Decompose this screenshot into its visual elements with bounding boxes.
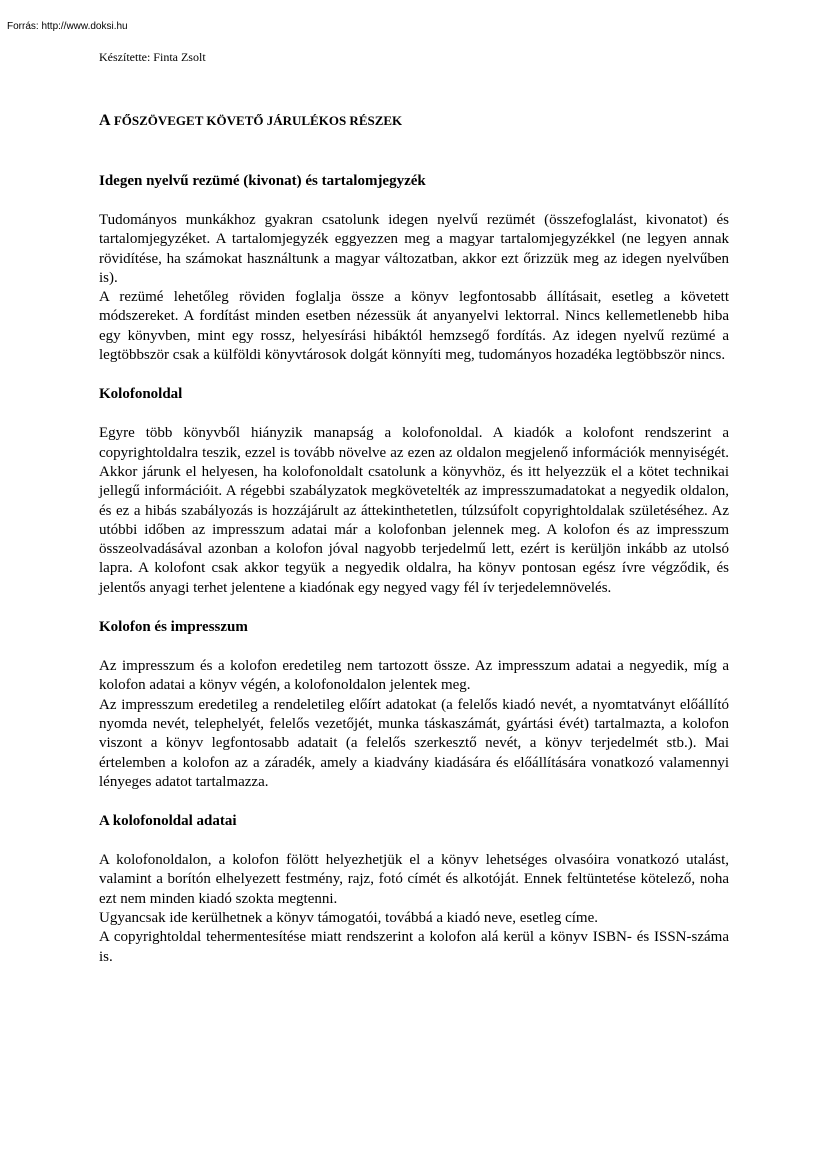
source-note: Forrás: http://www.doksi.hu [7, 21, 128, 32]
section-heading-kolofonoldal-adatai: A kolofonoldal adatai [99, 813, 237, 830]
paragraph: Az impresszum és a kolofon eredetileg nem tartozott össze. Az impresszum adatai a negyedik, míg a kolofon adatai a könyv végén, a kolofonoldalon jelentek meg. [99, 658, 729, 694]
section-heading-kolofonoldal: Kolofonoldal [99, 386, 183, 403]
page-title-initial: A [99, 112, 111, 129]
section-body-kolofonoldal-adatai [99, 851, 729, 967]
paragraph: Ugyancsak ide kerülhetnek a könyv támogatói, továbbá a kiadó neve, esetleg címe. [99, 910, 598, 927]
section-body-kolofonoldal [99, 424, 729, 598]
document-page [99, 49, 729, 967]
paragraph: A rezümé lehetőleg röviden foglalja össze a könyv legfontosabb állításait, esetleg a követett módszereket. A fordítást minden esetben nézessük át anyanyelvi lektorral. Nincs kellemetlenebb hiba egy könyvben, mint egy rossz, helyesírási hibáktól hemzsegő fordítás. Az idegen nyelvű rezümé a legtöbbször csak a külföldi könyvtárosok dolgát könnyíti meg, tudományos hozadéka legtöbbször nincs. [99, 289, 729, 364]
paragraph: Egyre több könyvből hiányzik manapság a kolofonoldal. A kiadók a kolofont rendszerint a copyrightoldalra teszik, ezzel is tovább növelve az ezen az oldalon megjelenő információk mennyiségét. Akkor járunk el helyesen, ha kolofonoldalt csatolunk a könyvhöz, és itt helyezzük el a kötet technikai jellegű információit. A régebbi szabályzatok megkövetelték az impresszumadatokat a negyedik oldalon, és ez a hibás szabályozás is hozzájárult az áttekinthetetlen, túlzsúfolt copyrightoldalak születéséhez. Az utóbbi időben az impresszum adatai már a kolofonban jelennek meg. A kolofon és az impresszum összeolvadásával azonban a kolofon jóval nagyobb terjedelmű lett, ezért is kerüljön inkább az utolsó lapra. A kolofont csak akkor tegyük a negyedik oldalra, ha könyv pontosan egész ívre végződik, és jelentős anyagi terhet jelentene a kiadónak egy negyed vagy fél ív terjedelemnövelés. [99, 425, 729, 596]
author-line: Készítette: Finta Zsolt [99, 50, 206, 64]
paragraph: A kolofonoldalon, a kolofon fölött helyezhetjük el a könyv lehetséges olvasóira vonatkozó utalást, valamint a borítón elhelyezett festmény, rajz, fotó címét és alkotóját. Ennek feltüntetése kötelező, noha ezt nem minden kiadó szokta megtenni. [99, 852, 729, 907]
paragraph: Tudományos munkákhoz gyakran csatolunk idegen nyelvű rezümét (összefoglalást, kivonatot) és tartalomjegyzéket. A tartalomjegyzék eggyezzen meg a magyar tartalomjegyzékkel (ne legyen annak rövidítése, ha számokat használtunk a magyar változatban, akkor ezt őrizzük meg az idegen nyelvűben is). [99, 212, 729, 286]
paragraph: A copyrightoldal tehermentesítése miatt rendszerint a kolofon alá kerül a könyv ISBN- és ISSN-száma is. [99, 929, 729, 965]
section-body-rezume [99, 211, 729, 365]
section-heading-rezume: Idegen nyelvű rezümé (kivonat) és tartalomjegyzék [99, 173, 426, 189]
page-title-rest: FŐSZÖVEGET KÖVETŐ JÁRULÉKOS RÉSZEK [110, 113, 403, 128]
page-title [99, 111, 729, 131]
section-heading-kolofon-impresszum: Kolofon és impresszum [99, 619, 248, 636]
paragraph: Az impresszum eredetileg a rendeletileg előírt adatokat (a felelős kiadó nevét, a nyomtatványt előállító nyomda nevét, telephelyét, felelős vezetőjét, munka táskaszámát, gyártási évét) tartalmazta, a kolofon viszont a könyv legfontosabb adatait (a felelős szerkesztő nevét, a könyv terjedelmét stb.). Mai értelemben a kolofon az a záradék, amely a kiadvány kiadására és előállítására vonatkozó valamennyi lényeges adatot tartalmazza. [99, 696, 729, 790]
section-body-kolofon-impresszum [99, 657, 729, 792]
